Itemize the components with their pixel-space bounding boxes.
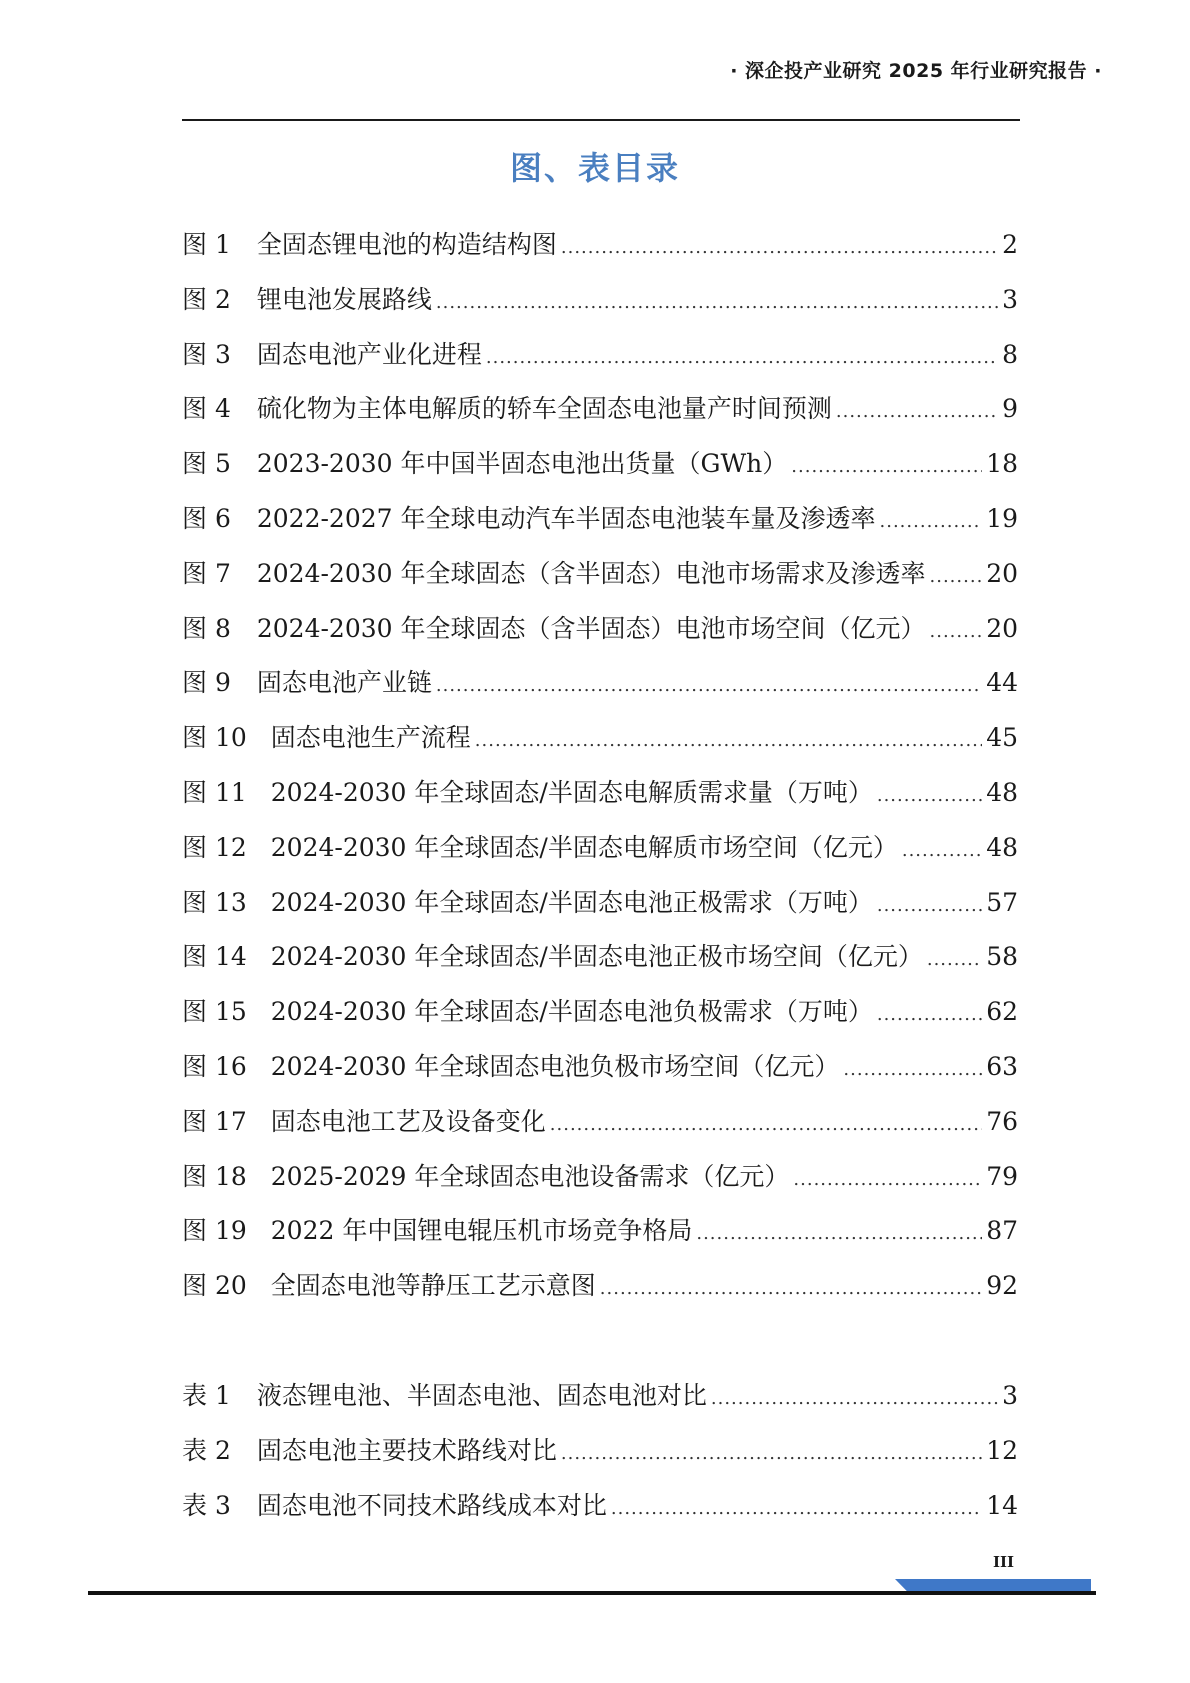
entry-page-number: 48 [986, 832, 1018, 862]
entry-title: 硫化物为主体电解质的轿车全固态电池量产时间预测 [256, 394, 832, 424]
entry-title: 2024-2030 年全球固态/半固态电解质市场空间（亿元） [270, 832, 898, 862]
figure-entry[interactable] [182, 656, 1018, 711]
entry-title: 2024-2030 年全球固态（含半固态）电池市场空间（亿元） [256, 613, 926, 643]
entry-label: 图 13 [182, 887, 247, 917]
dot-leader [843, 1043, 982, 1098]
dot-leader [436, 276, 998, 331]
dot-leader [930, 605, 983, 660]
dot-leader [561, 221, 998, 276]
entry-title: 2024-2030 年全球固态电池负极市场空间（亿元） [270, 1051, 840, 1081]
entry-page-number: 79 [986, 1161, 1018, 1191]
entry-page-number: 57 [986, 887, 1018, 917]
entry-label: 图 18 [182, 1161, 247, 1191]
entry-title: 固态电池不同技术路线成本对比 [256, 1490, 607, 1520]
figure-entry[interactable] [182, 985, 1018, 1040]
entry-label: 表 3 [182, 1490, 231, 1520]
entry-label: 图 9 [182, 668, 231, 698]
entry-label: 图 15 [182, 997, 247, 1027]
figure-entry[interactable] [182, 1150, 1018, 1205]
entry-page-number: 12 [986, 1435, 1018, 1465]
entry-label: 图 6 [182, 503, 231, 533]
figure-entry[interactable] [182, 547, 1018, 602]
figure-list [182, 218, 1018, 1314]
entry-title: 全固态电池等静压工艺示意图 [270, 1271, 596, 1301]
entry-title: 2022 年中国锂电辊压机市场竞争格局 [270, 1216, 693, 1246]
dot-leader [550, 1098, 982, 1153]
page-title: 图、表目录 [509, 149, 680, 187]
entry-page-number: 9 [1002, 394, 1018, 424]
entry-label: 图 1 [182, 230, 231, 259]
entry-page-number: 45 [986, 723, 1018, 753]
running-header: · 深企投产业研究 2025 年行业研究报告 · [730, 60, 1102, 82]
entry-label: 图 5 [182, 449, 231, 479]
entry-title: 固态电池工艺及设备变化 [270, 1106, 546, 1136]
header-divider [182, 119, 1020, 121]
entry-title: 2024-2030 年全球固态/半固态电池负极需求（万吨） [270, 997, 873, 1027]
entry-title: 2024-2030 年全球固态/半固态电池正极市场空间（亿元） [270, 942, 923, 972]
dot-leader [791, 440, 982, 495]
figure-entry[interactable] [182, 382, 1018, 437]
entry-title: 2024-2030 年全球固态/半固态电解质需求量（万吨） [270, 777, 873, 807]
entry-page-number: 2 [1002, 230, 1018, 259]
entry-page-number: 92 [986, 1271, 1018, 1301]
entry-title: 锂电池发展路线 [256, 284, 432, 314]
dot-leader [561, 1427, 982, 1482]
figure-entry[interactable] [182, 492, 1018, 547]
entry-page-number: 18 [986, 449, 1018, 479]
figure-entry[interactable] [182, 1095, 1018, 1150]
dot-leader [486, 331, 998, 386]
entry-title: 2022-2027 年全球电动汽车半固态电池装车量及渗透率 [256, 503, 876, 533]
entry-page-number: 58 [986, 942, 1018, 972]
entry-page-number: 44 [986, 668, 1018, 698]
entry-page-number: 76 [986, 1106, 1018, 1136]
figure-entry[interactable] [182, 437, 1018, 492]
entry-label: 图 8 [182, 613, 231, 643]
figure-entry[interactable] [182, 1204, 1018, 1259]
dot-leader [927, 933, 982, 988]
entry-page-number: 3 [1002, 1381, 1018, 1410]
entry-label: 图 7 [182, 558, 231, 588]
figure-entry[interactable] [182, 821, 1018, 876]
entry-page-number: 48 [986, 777, 1018, 807]
dot-leader [793, 1153, 982, 1208]
table-entry[interactable] [182, 1424, 1018, 1479]
entry-title: 2024-2030 年全球固态（含半固态）电池市场需求及渗透率 [256, 558, 926, 588]
dot-leader [436, 659, 982, 714]
entry-title: 固态电池主要技术路线对比 [256, 1435, 557, 1465]
table-entry[interactable] [182, 1479, 1018, 1534]
dot-leader [611, 1482, 982, 1537]
entry-page-number: 87 [986, 1216, 1018, 1246]
entry-label: 图 2 [182, 284, 231, 314]
figure-entry[interactable] [182, 328, 1018, 383]
entry-label: 图 12 [182, 832, 247, 862]
entry-label: 图 17 [182, 1106, 247, 1136]
table-list [182, 1369, 1018, 1533]
entry-label: 图 11 [182, 777, 247, 807]
entry-page-number: 14 [986, 1490, 1018, 1520]
entry-title: 液态锂电池、半固态电池、固态电池对比 [256, 1381, 707, 1410]
entry-label: 图 16 [182, 1051, 247, 1081]
entry-label: 图 14 [182, 942, 247, 972]
dot-leader [880, 495, 983, 550]
figure-entry[interactable] [182, 273, 1018, 328]
table-entry[interactable] [182, 1369, 1018, 1424]
dot-leader [600, 1262, 982, 1317]
figure-entry[interactable] [182, 876, 1018, 931]
entry-label: 图 3 [182, 339, 231, 369]
dot-leader [475, 714, 982, 769]
dot-leader [930, 550, 983, 605]
entry-page-number: 63 [986, 1051, 1018, 1081]
figure-entry[interactable] [182, 766, 1018, 821]
figure-entry[interactable] [182, 1259, 1018, 1314]
figure-entry[interactable] [182, 602, 1018, 657]
dot-leader [902, 824, 982, 879]
dot-leader [877, 769, 982, 824]
entry-page-number: 62 [986, 997, 1018, 1027]
entry-title: 固态电池产业化进程 [256, 339, 482, 369]
entry-title: 2025-2029 年全球固态电池设备需求（亿元） [270, 1161, 790, 1191]
footer-accent-bar [895, 1579, 1091, 1591]
entry-page-number: 8 [1002, 339, 1018, 369]
dot-leader [711, 1372, 998, 1427]
entry-page-number: 3 [1002, 284, 1018, 314]
entry-label: 图 4 [182, 394, 231, 424]
figure-entry[interactable] [182, 1040, 1018, 1095]
figure-entry[interactable] [182, 711, 1018, 766]
dot-leader [696, 1207, 982, 1262]
entry-label: 图 20 [182, 1271, 247, 1301]
footer-rule [88, 1591, 1096, 1595]
entry-title: 2023-2030 年中国半固态电池出货量（GWh） [256, 449, 788, 479]
entry-page-number: 20 [986, 558, 1018, 588]
figure-entry[interactable] [182, 218, 1018, 273]
entry-page-number: 19 [986, 503, 1018, 533]
page-number: III [993, 1553, 1015, 1571]
entry-label: 表 1 [182, 1381, 231, 1410]
entry-label: 图 10 [182, 723, 247, 753]
entry-title: 固态电池生产流程 [270, 723, 471, 753]
figure-entry[interactable] [182, 930, 1018, 985]
entry-title: 2024-2030 年全球固态/半固态电池正极需求（万吨） [270, 887, 873, 917]
dot-leader [877, 988, 982, 1043]
dot-leader [877, 879, 982, 934]
dot-leader [836, 385, 998, 440]
entry-page-number: 20 [986, 613, 1018, 643]
entry-title: 全固态锂电池的构造结构图 [256, 230, 557, 259]
entry-title: 固态电池产业链 [256, 668, 432, 698]
entry-label: 表 2 [182, 1435, 231, 1465]
entry-label: 图 19 [182, 1216, 247, 1246]
